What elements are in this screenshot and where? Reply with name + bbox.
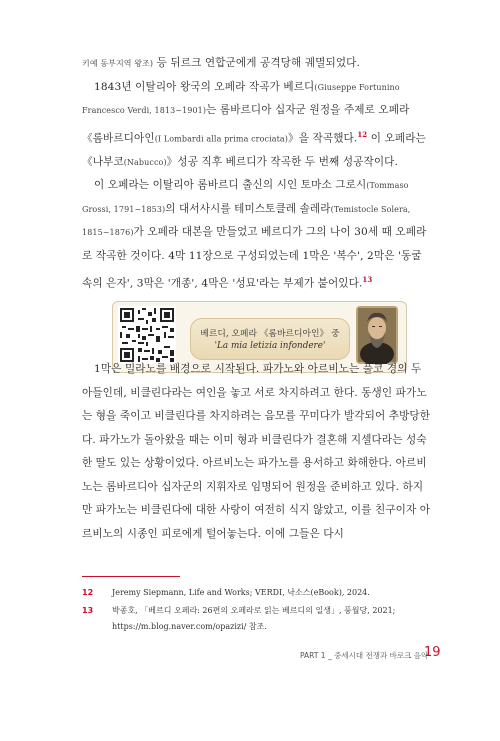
page-number: 19 [424,645,441,660]
p2-e: 》성공 직후 베르디가 작곡한 두 번째 성공작이다. [166,155,398,168]
paragraph-4: 1막은 밀라노를 배경으로 시작된다. 파가노와 아르비노는 풀코 경의 두 아들인데, 비클린다라는 여인을 놓고 서로 차지하려고 한다. 동생인 파가노는 형을 죽이고 비클린다를 차지하려는 음모를 꾸미다가 발각되어 추방당한다. 파가노가 돌아왔을 때는 이미 형과 비클린다가 결혼해 지셀다라는 성숙한 딸도 있는 상황이었다. 아르비노는 파가노를 용서하고 화해한다. 아르비노는 롬바르디아 십자군의 지휘자로 임명되어 원정을 준비하고 있다. 하지만 파가노는 비클린다에 대한 사랑이 여전히 식지 않았고, 이를 친구이자 아르비노의 시종인 피로에게 털어놓는다. 이에 그들은 다시 [82,363,431,540]
footnote-text: Jeremy Siepmann, Life and Works; VERDI, 낙소스(eBook), 2024. [112,588,370,597]
footnote-number: 13 [82,606,94,615]
footnote-13 [82,603,442,635]
p2-b: 는 롬바르디아 십자군 원정을 주제로 오페라 《롬바르디아인 [82,104,410,145]
caption-aria: 'La mia letizia infondere' [214,341,326,351]
paragraph-2 [82,76,432,175]
p2-c: 》을 작곡했다. [288,132,358,145]
footnote-number: 12 [82,588,94,597]
p3-a-note: (Tommaso Grossi, 1791~1853) [82,181,409,214]
source-note: 키예 동부지역 왕조) [82,59,154,68]
video-caption[interactable] [190,318,350,360]
qr-code-icon[interactable] [118,306,176,364]
paragraph-1-text: 등 뒤르크 연합군에게 공격당해 궤멸되었다. [153,57,360,69]
running-footer: PART 1 _ 중세시대 전쟁과 바로크 음악 [300,651,429,660]
footnote-12 [82,585,442,601]
footnote-ref-13[interactable]: 13 [362,275,373,285]
paragraph-3 [82,174,432,296]
p2-d-note: (Nabucco) [123,157,167,167]
footnote-divider [82,576,180,577]
verdi-portrait [356,306,398,364]
p3-c: 가 오페라 대본을 만들었고 베르디가 그의 나이 30세 때 오페라로 작곡한 것이다. 4막 11장으로 구성되었는데 1막은 '복수', 2막은 '동굴 속의 은자', 3막은 '개종', 4막은 '성묘'라는 부제가 붙어있다. [82,226,427,290]
footnote-text: 박종호, 「베르디 오페라: 26편의 오페라로 읽는 베르디의 일생」, 풍월당, 2021; https://m.blog.naver.com/opazizi/ 참조. [112,606,396,631]
footnotes [82,585,442,635]
p2-a: 1843년 이탈리아 왕국의 오페라 작곡가 베르디 [94,80,315,93]
body-text-top [82,52,432,296]
paragraph-1 [82,52,432,76]
body-text-bottom [82,358,432,546]
p3-b: 의 대서사시를 테미스토클레 솔레라 [165,202,331,215]
p3-a: 이 오페라는 이탈리아 롬바르디 출신의 시인 토마소 그로시 [94,179,367,192]
p2-a-note: (Giuseppe Fortunino Francesco Verdi, 1813~1901) [82,82,400,115]
footnote-ref-12[interactable]: 12 [357,129,368,139]
caption-title: 베르디, 오페라 《롬바르디아인》 중 [200,329,340,339]
p2-b-note: (I Lombardi alla prima crociata) [154,134,289,144]
p2-d: 이 오페라는 《나부코 [82,132,426,168]
p3-b-note: (Temistocle Solera, 1815~1876) [82,204,411,238]
